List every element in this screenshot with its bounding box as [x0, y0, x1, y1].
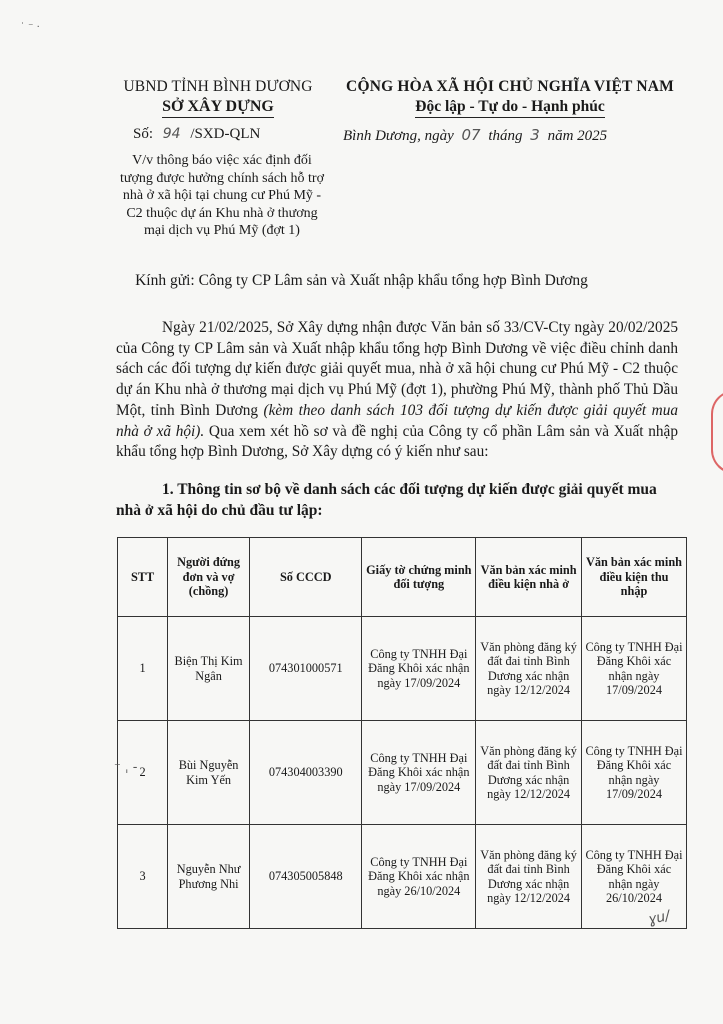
margin-scribble-mark: ⁻ ˌ ‐	[114, 760, 138, 775]
page-initials-mark: ɣu/	[646, 907, 672, 929]
table-row	[118, 721, 687, 825]
cell-housing-verification: Văn phòng đăng ký đất đai tỉnh Bình Dương xác nhận ngày 12/12/2024	[476, 825, 582, 929]
cell-id-number: 074304003390	[250, 721, 362, 825]
document-subject: V/v thông báo việc xác định đối tượng được hưởng chính sách hỗ trợ nhà ở xã hội tại chung cư Phú Mỹ - C2 thuộc dự án Khu nhà ở thương mại dịch vụ Phú Mỹ (đợt 1)	[119, 153, 324, 238]
header-housing-verification: Văn bản xác minh điều kiện nhà ở	[476, 538, 582, 617]
red-stamp-edge	[711, 390, 723, 474]
cell-eligibility-doc: Công ty TNHH Đại Đăng Khôi xác nhận ngày 17/09/2024	[362, 617, 476, 721]
table-row	[118, 825, 687, 929]
cell-eligibility-doc: Công ty TNHH Đại Đăng Khôi xác nhận ngày 17/09/2024	[362, 721, 476, 825]
agency-name: UBND TỈNH BÌNH DƯƠNG	[123, 78, 313, 95]
department-name: SỞ XÂY DỰNG	[162, 98, 274, 118]
day-handwritten: 07	[461, 126, 481, 144]
cell-housing-verification: Văn phòng đăng ký đất đai tỉnh Bình Dương xác nhận ngày 12/12/2024	[476, 617, 582, 721]
doc-number-suffix: /SXD-QLN	[190, 126, 261, 142]
header-eligibility-doc: Giấy tờ chứng minh đối tượng	[362, 538, 476, 617]
place-date	[343, 126, 607, 145]
header-income-verification: Văn bản xác minh điều kiện thu nhập	[582, 538, 687, 617]
table-header-row	[118, 538, 687, 617]
national-header	[330, 78, 690, 118]
cell-income-verification: Công ty TNHH Đại Đăng Khôi xác nhận ngày 17/09/2024	[582, 721, 687, 825]
recipient-line: Kính gửi: Công ty CP Lâm sản và Xuất nhập khẩu tổng hợp Bình Dương	[135, 272, 588, 289]
table-row	[118, 617, 687, 721]
cell-applicant: Nguyễn Như Phương Nhi	[168, 825, 250, 929]
section-1-title: 1. Thông tin sơ bộ về danh sách các đối tượng dự kiến được giải quyết mua nhà ở xã hội do chủ đầu tư lập:	[116, 481, 657, 519]
body-text-part1: Ngày 21/02/2025, Sở Xây dựng nhận được Văn bản số 33/CV-Cty ngày 20/02/2025 của Công ty CP Lâm sản và Xuất nhập khẩu tổng hợp Bình Dương về việc điều chỉnh danh sách các đối tượng dự kiến được giải quyết mua, nhà ở xã hội chung cư Phú Mỹ - C2 thuộc dự án Khu nhà ở thương mại dịch vụ Phú Mỹ (đợt 1), phường Phú Mỹ, thành phố Thủ Dầu Một, tỉnh Bình Dương	[116, 319, 678, 419]
applicant-table	[117, 537, 687, 929]
cell-applicant: Bùi Nguyễn Kim Yến	[168, 721, 250, 825]
cell-stt: 1	[118, 617, 168, 721]
cell-stt: 3	[118, 825, 168, 929]
body-text-italic: (kèm theo danh sách 103 đối tượng dự kiến được giải quyết mua nhà ở xã hội).	[116, 401, 678, 440]
body-paragraph	[116, 318, 678, 463]
document-number	[133, 126, 260, 143]
header-id-number: Số CCCD	[250, 538, 362, 617]
place-name: Bình Dương, ngày	[343, 128, 454, 144]
cell-id-number: 074301000571	[250, 617, 362, 721]
cell-stt: 2	[118, 721, 168, 825]
header-stt: STT	[118, 538, 168, 617]
cell-housing-verification: Văn phòng đăng ký đất đai tỉnh Bình Dương xác nhận ngày 12/12/2024	[476, 721, 582, 825]
cell-income-verification: Công ty TNHH Đại Đăng Khôi xác nhận ngày 17/09/2024	[582, 617, 687, 721]
year-label: năm 2025	[547, 128, 608, 144]
nation-title: CỘNG HÒA XÃ HỘI CHỦ NGHĨA VIỆT NAM	[346, 78, 674, 95]
month-label: tháng	[488, 128, 523, 144]
national-motto: Độc lập - Tự do - Hạnh phúc	[415, 98, 604, 118]
cell-eligibility-doc: Công ty TNHH Đại Đăng Khôi xác nhận ngày 26/10/2024	[362, 825, 476, 929]
month-handwritten: 3	[530, 126, 540, 144]
corner-speckle-mark: ˙ ⁻ ·	[20, 22, 40, 33]
doc-number-prefix: Số:	[133, 126, 154, 142]
issuer-header	[108, 78, 328, 118]
doc-number-handwritten: 94	[162, 126, 181, 142]
cell-id-number: 074305005848	[250, 825, 362, 929]
cell-income-verification: Công ty TNHH Đại Đăng Khôi xác nhận ngày 26/10/2024	[582, 825, 687, 929]
body-text-part2: Qua xem xét hồ sơ và đề nghị của Công ty cổ phần Lâm sản và Xuất nhập khẩu tổng hợp Bình Dương, Sở Xây dựng có ý kiến như sau:	[116, 422, 678, 461]
header-applicant: Người đứng đơn và vợ (chồng)	[168, 538, 250, 617]
cell-applicant: Biện Thị Kim Ngân	[168, 617, 250, 721]
